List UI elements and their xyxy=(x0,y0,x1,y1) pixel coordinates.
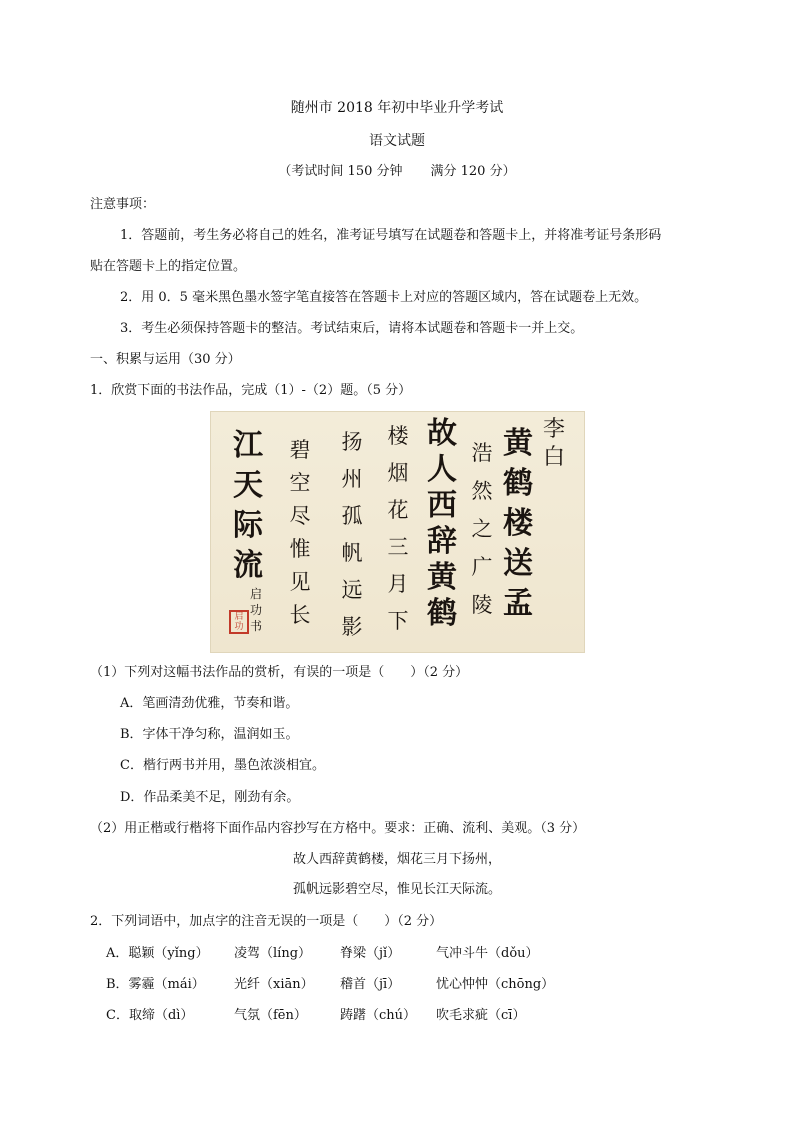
notice-heading: 注意事项： xyxy=(90,197,156,212)
subject-title: 语文试题 xyxy=(369,133,425,149)
poem-line-1: 故人西辞黄鹤楼，烟花三月下扬州， xyxy=(292,852,501,867)
exam-full-score: 满分 120 分） xyxy=(430,164,516,179)
q1-1-option-b: B．字体干净匀称，温润如玉。 xyxy=(120,727,299,742)
q1-1-option-c: C．楷行两书并用，墨色浓淡相宜。 xyxy=(120,758,325,773)
q2-a-word-1: A．聪颖（yǐng） xyxy=(106,946,209,961)
q2-b-word-3: 稽首（jī） xyxy=(340,977,401,992)
q2-c-word-2: 气氛（fēn） xyxy=(234,1008,307,1023)
q2-c-word-1: C．取缔（dì） xyxy=(106,1008,194,1023)
exam-title: 随州市 2018 年初中毕业升学考试 xyxy=(290,100,504,116)
calligraphy-col-2: 黄鹤楼送孟 xyxy=(503,426,533,621)
notice-item-2: 2．用 0．5 毫米黑色墨水签字笔直接答在答题卡上对应的答题区域内，答在试题卷上无效。 xyxy=(120,290,648,305)
question-1-1: （1）下列对这幅书法作品的赏析，有误的一项是（ ）（2 分） xyxy=(90,665,469,680)
notice-item-1: 1．答题前，考生务必将自己的姓名，准考证号填写在试题卷和答题卡上，并将准考证号条形码 xyxy=(120,228,662,243)
question-1: 1．欣赏下面的书法作品，完成（1）-（2）题。（5 分） xyxy=(90,383,412,398)
q2-a-word-2: 凌驾（líng） xyxy=(234,946,312,961)
q2-b-word-1: B．雾霾（mái） xyxy=(106,977,205,992)
poem-line-2: 孤帆远影碧空尽，惟见长江天际流。 xyxy=(292,882,501,897)
exam-time-info xyxy=(0,163,794,181)
q1-1-option-d: D．作品柔美不足，刚劲有余。 xyxy=(120,790,300,805)
q2-c-word-3: 踌躇（chú） xyxy=(340,1008,417,1023)
calligraphy-col-4: 故人西辞黄鹤 xyxy=(427,416,457,631)
calligraphy-col-1: 李白 xyxy=(542,417,565,470)
calligraphy-artwork xyxy=(210,411,585,653)
calligraphy-col-8: 江天际流 xyxy=(233,428,263,583)
q1-1-option-a: A．笔画清劲优雅，节奏和谐。 xyxy=(120,696,299,711)
calligraphy-col-7: 碧空尽惟见长 xyxy=(289,438,311,627)
section-1-heading: 一、积累与运用（30 分） xyxy=(90,352,241,367)
q2-c-word-4: 吹毛求疵（cī） xyxy=(436,1008,526,1023)
q2-b-word-4: 忧心忡忡（chōng） xyxy=(436,977,555,992)
calligraphy-col-5: 楼烟花三月下 xyxy=(387,424,409,633)
notice-item-1-cont: 贴在答题卡上的指定位置。 xyxy=(90,259,247,274)
q2-a-word-3: 脊梁（jǐ） xyxy=(340,946,401,961)
calligraphy-signature: 启功书 xyxy=(249,587,262,633)
red-seal-stamp: 启功 xyxy=(229,610,249,634)
calligraphy-col-6: 扬州孤帆远影 xyxy=(341,430,363,639)
q2-a-word-4: 气冲斗牛（dǒu） xyxy=(436,946,539,961)
question-1-2: （2）用正楷或行楷将下面作品内容抄写在方格中。要求：正确、流利、美观。（3 分） xyxy=(90,821,586,836)
exam-duration: （考试时间 150 分钟 xyxy=(278,164,403,179)
question-2: 2．下列词语中，加点字的注音无误的一项是（ ）（2 分） xyxy=(90,914,443,929)
q2-b-word-2: 光纤（xiān） xyxy=(234,977,314,992)
calligraphy-col-3: 浩然之广陵 xyxy=(471,441,493,617)
notice-item-3: 3．考生必须保持答题卡的整洁。考试结束后，请将本试题卷和答题卡一并上交。 xyxy=(120,321,584,336)
